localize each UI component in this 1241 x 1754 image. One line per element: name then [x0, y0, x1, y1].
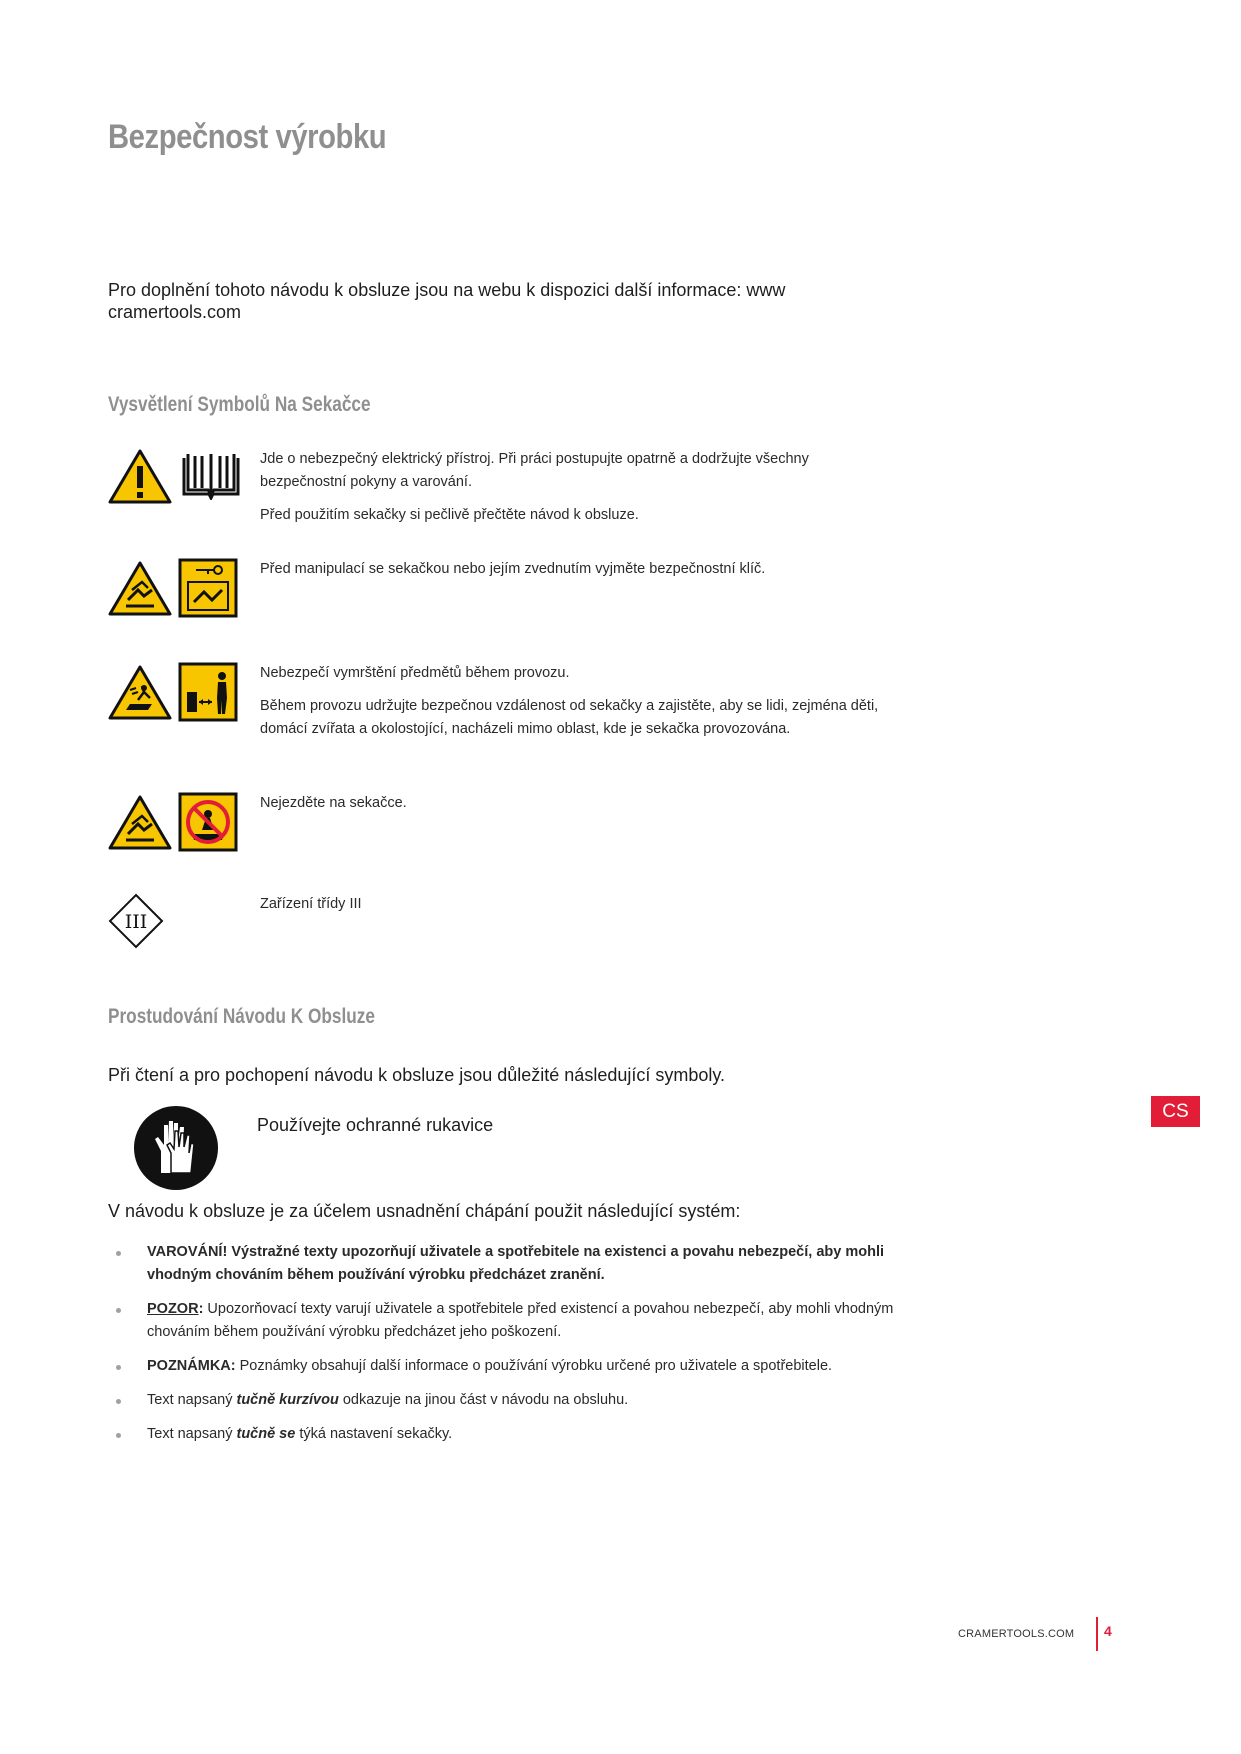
symbol-description: Během provozu udržujte bezpečnou vzdálenost od sekačky a zajistěte, aby se lidi, zejména děti, domácí zvířata a okolostojící, nacházeli mimo oblast, kde je sekačka provozována. [260, 698, 879, 737]
thrown-objects-hazard-icon [108, 664, 172, 720]
list-item [108, 1423, 898, 1446]
class-label: III [124, 911, 148, 933]
remove-safety-key-icon [178, 558, 238, 618]
warning-label: VAROVÁNÍ! [147, 1244, 228, 1260]
symbols-section-heading: Vysvětlení Symbolů Na Sekačce [108, 393, 371, 416]
class-three-appliance-icon [108, 893, 164, 949]
bullet-dot [116, 1399, 121, 1404]
symbol-description: Nebezpečí vymrštění předmětů během provozu. [260, 665, 570, 681]
no-riding-icon [178, 792, 238, 852]
item-emphasis: tučně kurzívou [236, 1392, 339, 1408]
bullet-dot [116, 1433, 121, 1438]
symbol-row [108, 893, 908, 983]
list-item [108, 1241, 898, 1287]
item-text: odkazuje na jinou část v návodu na obsluhu. [338, 1392, 629, 1408]
symbol-description: Před manipulací se sekačkou nebo jejím zvednutím vyjměte bezpečnostní klíč. [260, 561, 766, 577]
warning-exclamation-icon [108, 448, 172, 504]
blade-hazard-icon [108, 560, 172, 616]
bullet-dot [116, 1365, 121, 1370]
item-text: týká nastavení sekačky. [295, 1426, 453, 1442]
symbol-description: Před použitím sekačky si pečlivě přečtěte návod k obsluze. [260, 507, 639, 523]
symbol-description: Nejezděte na sekačce. [260, 795, 407, 811]
list-item [108, 1389, 898, 1412]
bullet-dot [116, 1251, 121, 1256]
blade-hazard-icon [108, 794, 172, 850]
bullet-dot [116, 1308, 121, 1313]
manual-intro: Při čtení a pro pochopení návodu k obsluze jsou důležité následující symboly. [108, 1065, 726, 1085]
symbol-description: Zařízení třídy III [260, 896, 362, 912]
symbol-row [108, 662, 908, 752]
system-intro: V návodu k obsluze je za účelem usnadnění chápání použit následující systém: [108, 1201, 741, 1221]
symbol-description: Jde o nebezpečný elektrický přístroj. Při práci postupujte opatrně a dodržujte všechny bezpečnostní pokyny a varování. [260, 451, 809, 490]
page-number: 4 [1104, 1623, 1112, 1639]
symbol-row [108, 448, 908, 538]
footer-divider [1096, 1617, 1098, 1651]
keep-distance-icon [178, 662, 238, 722]
list-item [108, 1355, 898, 1378]
footer-website: CRAMERTOOLS.COM [958, 1628, 1075, 1640]
caution-colon: : [198, 1301, 204, 1317]
item-emphasis: tučně se [236, 1426, 296, 1442]
note-label: POZNÁMKA: [147, 1358, 236, 1374]
list-item [108, 1298, 898, 1344]
symbol-row [108, 558, 908, 648]
manual-section-heading: Prostudování Návodu K Obsluze [108, 1005, 375, 1028]
caution-label: POZOR [147, 1301, 199, 1317]
item-text: Text napsaný [147, 1426, 237, 1442]
symbol-row [108, 792, 908, 882]
read-manual-icon [178, 450, 244, 500]
intro-text: Pro doplnění tohoto návodu k obsluze jsou na webu k dispozici další informace: www cramertools.com [108, 280, 786, 322]
conventions-list [108, 1241, 898, 1457]
caution-text: Upozorňovací texty varují uživatele a spotřebitele před existencí a povahou nebezpečí, aby mohli vhodným chováním během používání výrobku předcházet jeho poškození. [147, 1301, 894, 1340]
item-text: Text napsaný [147, 1392, 237, 1408]
note-text: Poznámky obsahují další informace o používání výrobku určené pro uživatele a spotřebitele. [235, 1358, 833, 1374]
warning-text: Výstražné texty upozorňují uživatele a spotřebitele na existenci a povahu nebezpečí, aby mohli vhodným chováním během používání výrobku předcházet zranění. [147, 1244, 885, 1283]
page-title: Bezpečnost výrobku [108, 118, 387, 156]
language-tab: CS [1151, 1096, 1200, 1127]
gloves-text: Používejte ochranné rukavice [257, 1115, 494, 1135]
protective-gloves-icon [133, 1105, 219, 1191]
